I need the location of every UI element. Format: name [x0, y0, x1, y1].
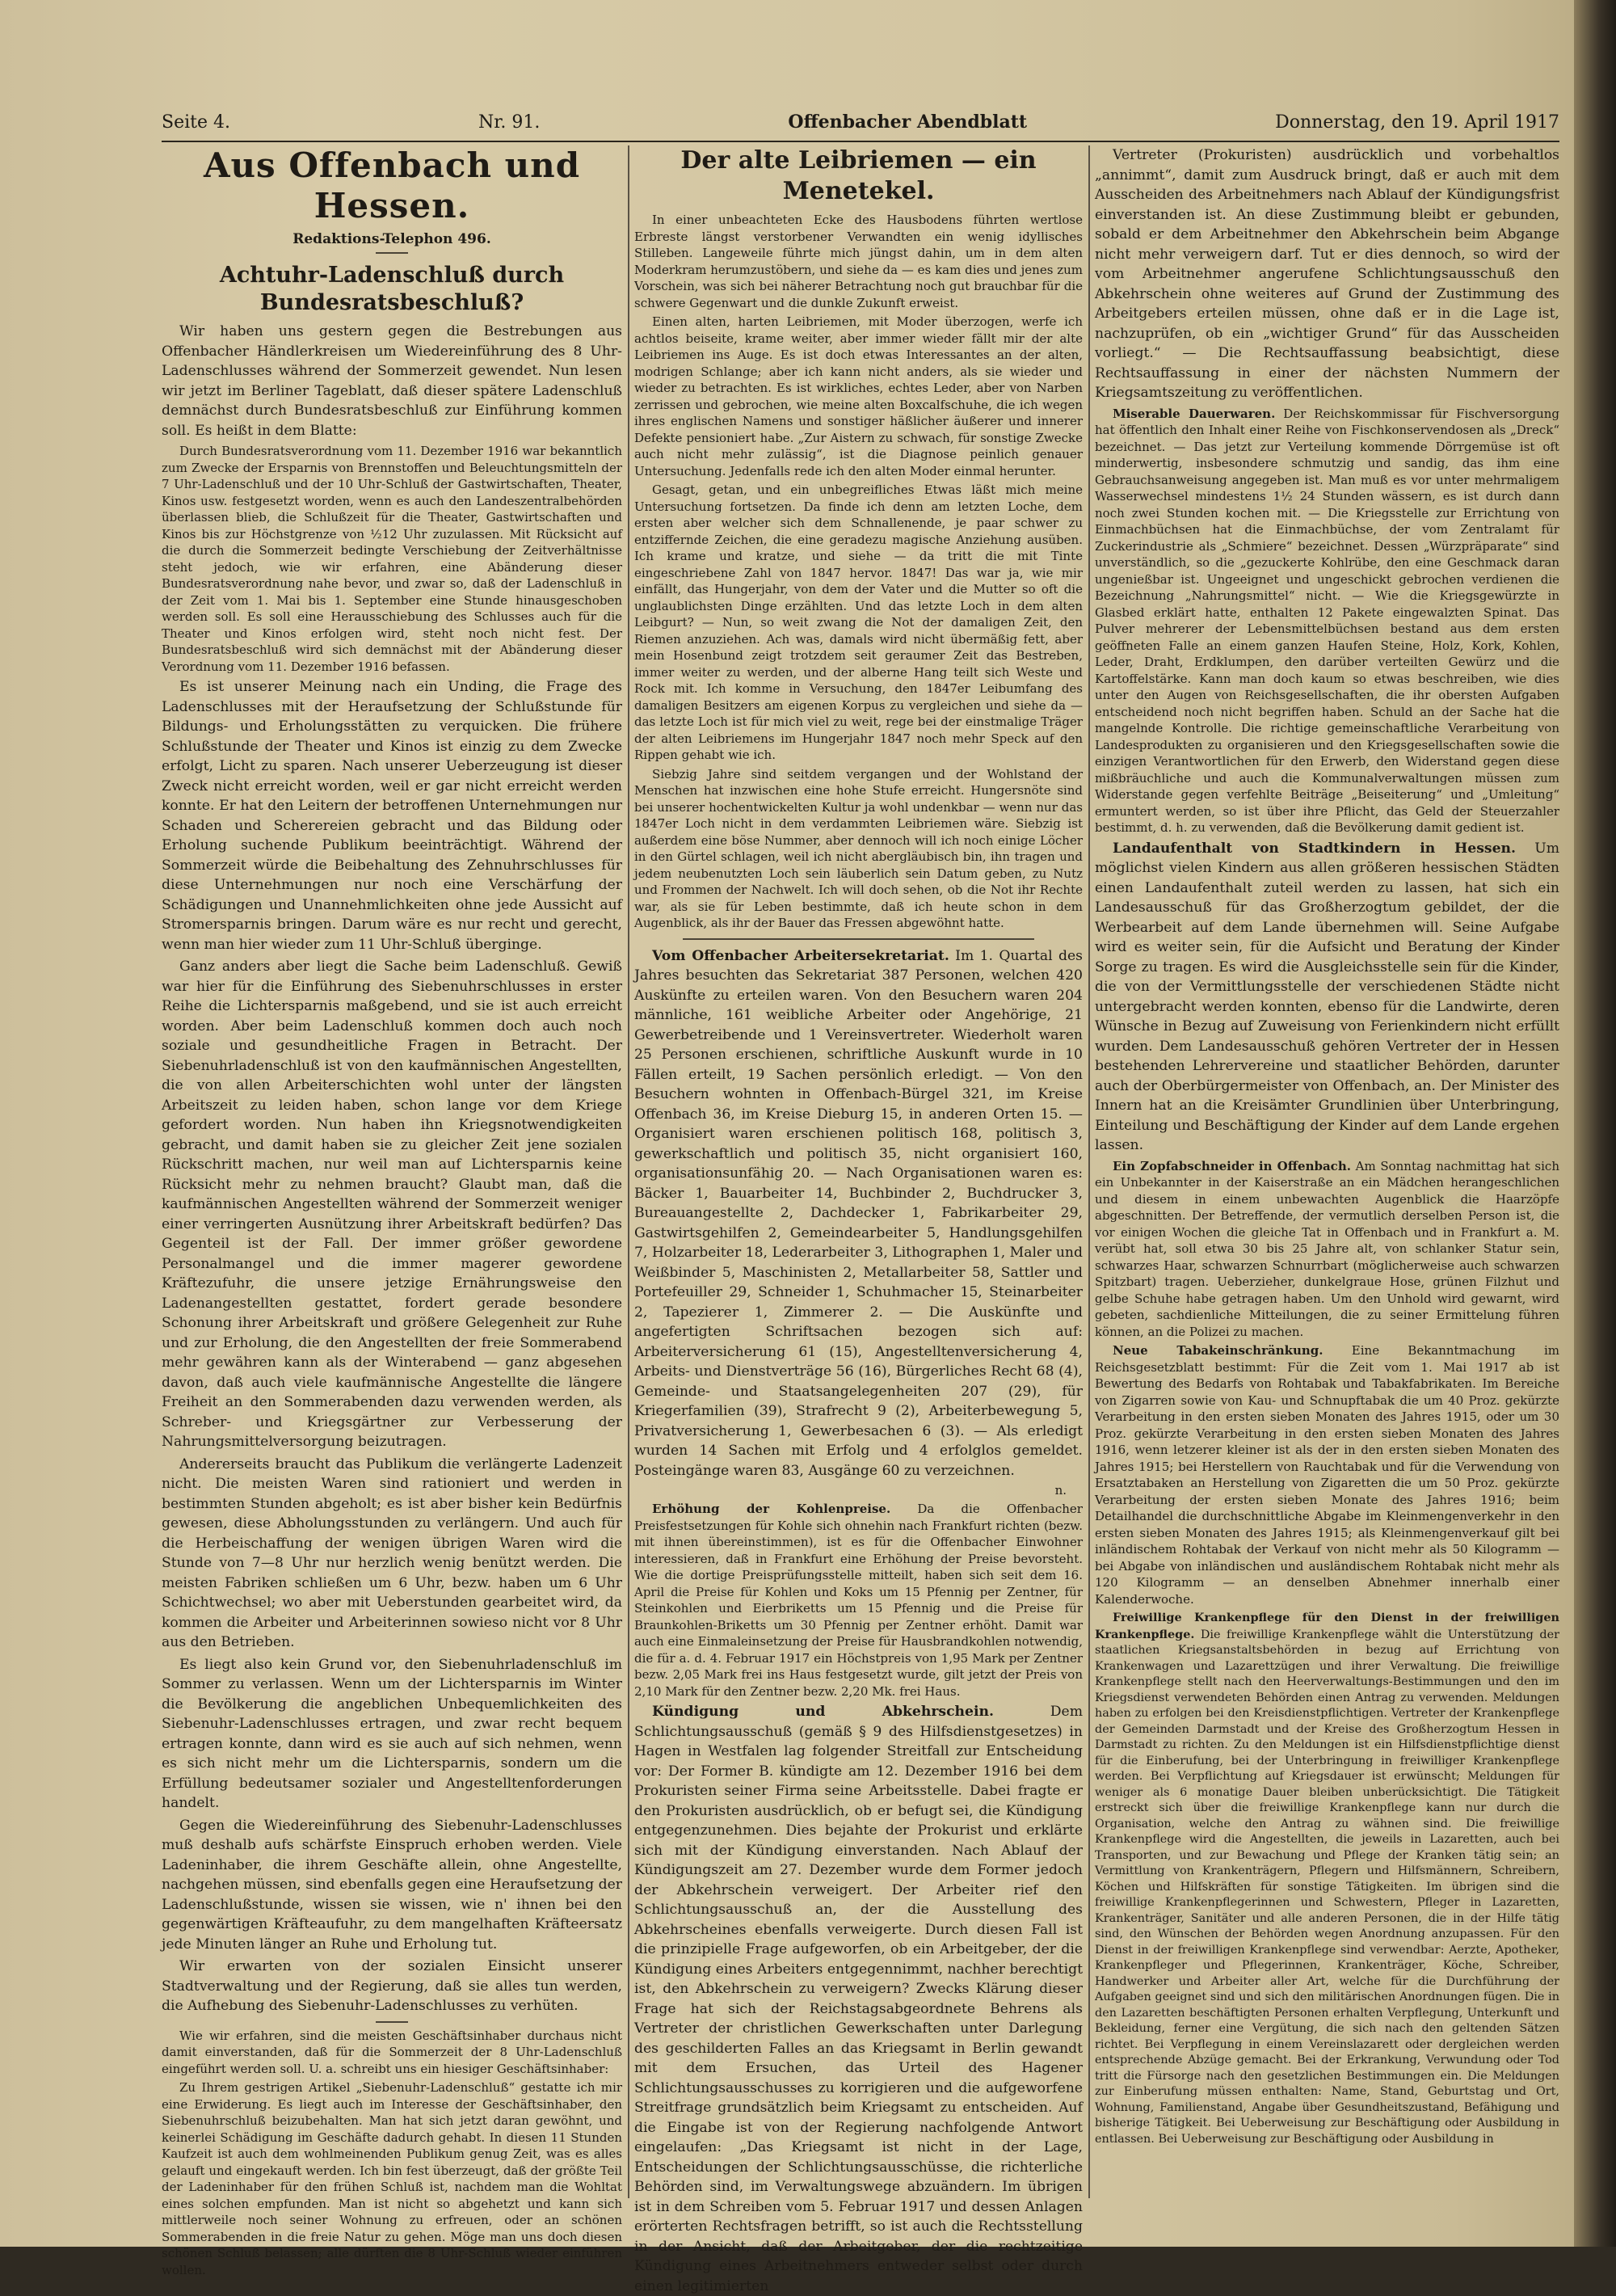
article-title: Achtuhr-Ladenschluß durch Bundesratsbeschluß? [219, 263, 565, 315]
news-body: Am Sonntag nachmittag hat sich ein Unbekannter in der Kaiserstraße an ein Mädchen herangeschlichen und diesem in einem unbewachten Augenblick die Haarzöpfe abgeschnitten. Der Betreffende, der vermutlich derselben Person ist, die vor einigen Wochen die gleiche Tat in Offenbach und in Frankfurt a. M. verübt hat, soll etwa 30 bis 25 Jahre alt, von schlanker Statur sein, schwarzes Haar, schwarzen Schnurrbart (möglicherweise auch schwarzen Spitzbart) tragen. Ueberzieher, dunkelgraue Hose, grünen Filzhut und gelbe Schuhe habe getragen haben. Um den Unhold wird gewarnt, wird gebeten, sachdienliche Mitteilungen, die zu seiner Ermittelung führen können, an die Polizei zu machen. [1095, 1158, 1559, 1339]
feuilleton-paragraph: Siebzig Jahre sind seitdem vergangen und der Wohlstand der Menschen hat inzwischen eine hohe Stufe erreicht. Hungersnöte sind bei unserer hochentwickelten Kultur ja wohl undenkbar — wenn nur das 1847er Loch nicht in dem verdammten Leibriemen wäre. Siebzig ist außerdem eine böse Nummer, aber dennoch will ich noch einige Löcher in den Gürtel schlagen, weil ich nicht abergläubisch bin, ihn tragen und jedem neubenutzten Loch sein läuberlich sein Datum geben, zu Nutz und Frommen der Nachwelt. Ich will doch sehen, ob die Not ihr Rechte war, als sie für Leben bestimmte, daß ich heute schon in dem Augenblick, als ihr der Bauer das Fressen abgewöhnt hatte. [634, 766, 1083, 930]
news-headline: Vom Offenbacher Arbeitersekretariat. [652, 947, 949, 964]
letter-intro: Wie wir erfahren, sind die meisten Geschäftsinhaber durchaus nicht damit einverstanden, daß für die Sommerzeit der 8 Uhr-Ladenschluß eingeführt werden soll. U. a. schreibt uns ein hiesiger Geschäftsinhaber: [162, 2028, 622, 2076]
news-body: Um möglichst vielen Kindern aus allen größeren hessischen Städten einen Landaufenthalt zuteil werden zu lassen, hat sich ein Landesausschuß für das Großherzogtum gebildet, der die Werbearbeit auf dem Lande übernehmen will. Seine Aufgabe wird es weiter sein, für die Aufsicht und Beratung der Kinder Sorge zu tragen. Es wird die Ausgleichsstelle sein für die Kinder, die von der Vermittlungsstelle der verschiedenen Städte nicht untergebracht werden konnten, ebenso für die Landwirte, deren Wünsche in Bezug auf Zuweisung von Ferienkindern nicht erfüllt wurden. Dem Landesausschuß gehören Vertreter der in Hessen bestehenden Lehrervereine und staatlicher Behörden, darunter auch der Oberbürgermeister von Offenbach, an. Der Minister des Innern hat an die Kreisämter Grundlinien über Unterbringung, Einteilung und Beschäftigung der Kinder auf dem Lande ergehen lassen. [1095, 840, 1559, 1153]
news-body: Eine Bekanntmachung im Reichsgesetzblatt bestimmt: Für die Zeit vom 1. Mai 1917 ab ist Bewertung des Bedarfs von Rohtabak und Tabakfabrikaten. Im Bereiche von Zigarren sowie von Kau- und Schnupftabak die um 40 Proz. gekürzte Verarbeitung in den ersten sieben Monaten des Jahres 1915, oder um 30 Proz. gekürzte Verarbeitung in den ersten sieben Monaten des Jahres 1916, wenn letzerer kleiner ist als der in den ersten sieben Monaten des Jahres 1915; bei Herstellern von Rauchtabak und für die Verwendung von Ersatztabaken an Herstellung von Zigaretten die um 50 Proz. gekürzte Verarbeitung der ersten sieben Monate des Jahres 1916; beim Detailhandel die durchschnittliche Abgabe im Kleinmengenverkehr in den ersten sieben Monaten des Jahres 1915; als Kleinmengenverkauf gilt bei inländischem Rohtabak der Verkauf von nicht mehr als 50 Kilogramm — bei Abgabe von inländischen und ausländischem Rohtabak nicht mehr als 120 Kilogramm — an denselben Abnehmer innerhalb einer Kalenderwoche. [1095, 1343, 1560, 1607]
news-headline: Kündigung und Abkehrschein. [652, 1704, 994, 1720]
article-paragraph: Es ist unserer Meinung nach ein Unding, die Frage des Ladenschlusses mit der Heraufsetzung der Schlußstunde für Bildungs- und Erholungsstätten zu verquicken. Die frühere Schlußstunde der Theater und Kinos ist einzig zu dem Zwecke erfolgt, Licht zu sparen. Nach unserer Ueberzeugung ist dieser Zweck nicht erreicht worden, weil er gar nicht erreicht werden konnte. Er hat den Leitern der betroffenen Unternehmungen nur Schaden und Scherereien gebracht und das Bildung oder Erholung suchende Publikum beeinträchtigt. Während der Sommerzeit würde die Beibehaltung des Zehnuhrschlusses für diese Unternehmungen nur noch eine Verschärfung der Schädigungen und Unannehmlichkeiten ohne jede Aussicht auf Stromersparnis bringen. Darum wäre es nur recht und gerecht, wenn man hier wieder zum 11 Uhr-Schluß überginge. [162, 679, 622, 953]
article-paragraph: Es liegt also kein Grund vor, den Siebenuhrladenschluß im Sommer zu verlassen. Wenn um der Lichtersparnis im Winter die Bevölkerung die angeblichen Unbequemlichkeiten des Siebenuhr-Ladenschlusses ertragen, und zwar recht bequem ertragen konnte, dann wird es sie auch auf sich nehmen, wenn es sich nicht mehr um die Lichtersparnis, sondern um die Erfüllung bedeutsamer sozialer und Angestelltenforderungen handelt. [162, 1656, 622, 1811]
feuilleton-title: Der alte Leibriemen — ein Menetekel. [680, 146, 1037, 205]
divider [376, 252, 408, 254]
binding-spine [1574, 0, 1616, 2247]
article-paragraph: Andererseits braucht das Publikum die verlängerte Ladenzeit nicht. Die meisten Waren sind rationiert und werden in bestimmten Stunden abgeholt; es ist aber bisher kein Bedürfnis gewesen, diese Abholungsstunden zu verlängern. Und auch für die Herbeischaffung der wenigen übrigen Waren wird die Stunde von 7—8 Uhr nur herzlich wenig benützt werden. Die meisten Fabriken schließen um 6 Uhr, bezw. haben um 6 Uhr Schichtwechsel; wo aber mit Ueberstunden gearbeitet wird, da kommen die Arbeiter und Arbeiterinnen sowieso nicht vor 8 Uhr aus den Betrieben. [162, 1456, 622, 1650]
column-3 [1095, 145, 1559, 2198]
news-headline: Ein Zopfabschneider in Offenbach. [1113, 1158, 1351, 1173]
column-rule [628, 145, 629, 2198]
letter-body: Zu Ihrem gestrigen Artikel „Siebenuhr-Ladenschluß“ gestatte ich mir eine Erwiderung. Es liegt auch im Interesse der Geschäftsinhaber, den Siebenuhrschluß beizubehalten. Man hat sich jetzt daran gewöhnt, und keinerlei Schädigung im Geschäfte dadurch gehabt. In diesen 11 Stunden Kaufzeit ist auch dem wohlmeinenden Publikum genug Zeit, was es alles gelauft und eingekauft werden. Ich bin fest überzeugt, daß der größte Teil der Ladeninhaber für den frühen Schluß ist, nachdem man die Wohltat eines solchen empfunden. Man ist nicht so abgehetzt und kann sich mittlerweile noch seiner Wohnung zu erfreuen, oder an schönen Sommerabenden in die freie Natur zu gehen. Möge man uns doch diesen schönen Schluß belassen; alle dürften die 8 Uhr-Schluß wieder einführen wollen. [162, 2080, 622, 2277]
news-headline: Erhöhung der Kohlenpreise. [652, 1502, 891, 1516]
article-paragraph: Wir haben uns gestern gegen die Bestrebungen aus Offenbacher Händlerkreisen um Wiedereinführung des 8 Uhr-Ladenschlusses während der Sommerzeit gewendet. Nun lesen wir jetzt im Berliner Tageblatt, daß dieser spätere Ladenschluß demnächst durch Bundesratsbeschluß zur Einführung kommen soll. Es heißt in dem Blatte: [162, 323, 622, 439]
news-body: Die freiwillige Krankenpflege wählt die Unterstützung der staatlichen Kriegsanstaltsbehörden in bezug auf Errichtung von Krankenwagen und Lazarettzügen und ihrer Verwaltung. Die freiwillige Krankenpflege stellt nach den Heerverwaltungs-Bestimmungen und den im Kriegsdienst verwendeten Behörden einen Antrag zu verwenden. Meldungen haben zu erfolgen bei den Kreisdienstpflichtigen. Vertreter der Krankenpflege der Gemeinden Darmstadt und der Kreise des Großherzogtum Hessen in Darmstadt zu richten. Zu den Meldungen ist ein Hilfsdienstpflichtige dienst für die Einberufung, bei der Unterbringung in freiwilliger Krankenpflege werden. Bei Verpflichtung auf Kriegsdauer ist erwünscht; Meldungen für weniger als 6 monatige Dauer bleiben unberücksichtigt. Die Tätigkeit erstreckt sich über die freiwillige Krankenpflege kann nur durch die Organisation, welche den Antrag zu wähnen sind. Die freiwillige Krankenpflege wird die Angestellten, die jeweils in Lazaretten, auch bei Transporten, und zur Bewachung und Pflege der Kranken tätig sein; an Vermittlung von Krankenträgern, Pflegern und Hilfsmännern, Schreibern, Köchen und Hilfskräften für sonstige Tätigkeiten. Im übrigen sind die freiwillige Krankenpflegerinnen und Schwestern, Pfleger in Lazaretten, Krankenträger, Sanitäter und alle anderen Personen, die in der Hilfe tätig sind, den Wünschen der Behörden wegen Anordnung anzupassen. Für den Dienst in der freiwilligen Krankenpflege sind verwendbar: Aerzte, Apotheker, Krankenpfleger und Pflegerinnen, Krankenträger, Köche, Schreiber, Handwerker und Arbeiter aller Art, welche für die Durchführung der Aufgaben geeignet sind und sich den militärischen Anordnungen fügen. Die in den Lazaretten beschäftigten Personen erhalten Verpflegung, Unterkunft und Bekleidung, ferner eine Vergütung, die sich nach den geltenden Sätzen richtet. Bei Verpflegung in einem Vereinslazarett oder dergleichen werden entsprechende Abzüge gemacht. Bei der Erkrankung, Verwundung oder Tod tritt die Fürsorge nach den gesetzlichen Bestimmungen ein. Die Meldungen zur Einberufung müssen enthalten: Name, Stand, Geburtstag und Ort, Wohnung, Familienstand, Angabe über Gesundheitszustand, Befähigung und bisherige Tätigkeit. Bei Ueberweisung zur Beschäftigung oder Ausbildung in entlassen. Bei Ueberweisung zur Beschäftigung oder Ausbildung in [1095, 1628, 1559, 2146]
header-rule [162, 141, 1559, 142]
news-headline: Neue Tabakeinschränkung. [1113, 1343, 1324, 1358]
header-issue-number: Nr. 91. [478, 112, 541, 133]
news-body: Im 1. Quartal des Jahres besuchten das Sekretariat 387 Personen, welchen 420 Auskünfte zu erteilen waren. Von den Besuchern waren 204 männliche, 161 weibliche Arbeiter oder Angehörige, 21 Gewerbetreibende und 1 Vereinsvertreter. Wiederholt waren 25 Personen erschienen, schriftliche Auskunft wurde in 10 Fällen erteilt, 19 Sachen persönlich erledigt. — Von den Besuchern wohnten in Offenbach-Bürgel 321, im Kreise Offenbach 36, im Kreise Dieburg 15, in anderen Orten 15. — Organisiert waren erschienen politisch 168, politisch 3, gewerkschaftlich und politisch 35, nicht organisiert 160, organisationsunfähig 20. — Nach Organisationen waren es: Bäcker 1, Bauarbeiter 14, Buchbinder 2, Buchdrucker 3, Bureauangestellte 2, Dachdecker 1, Fabrikarbeiter 29, Gastwirtsgehilfen 2, Gemeindearbeiter 5, Handlungsgehilfen 7, Holzarbeiter 18, Lederarbeiter 3, Lithographen 1, Maler und Weißbinder 5, Maschinisten 2, Metallarbeiter 58, Sattler und Portefeuiller 29, Schneider 1, Schuhmacher 15, Steinarbeiter 2, Tapezierer 1, Zimmerer 2. — Die Auskünfte und angefertigten Schriftsachen bezogen sich auf: Arbeiterversicherung 61 (15), Angestelltenversicherung 4, Arbeits- und Dienstverträge 56 (16), Bürgerliches Recht 68 (4), Gemeinde- und Staatsangelegenheiten 207 (29), für Kriegerfamilien (39), Strafrecht 9 (2), Arbeiterbewegung 5, Privatversicherung 1, Gewerbesachen 6 (3). — Als erledigt wurden 14 Sachen mit Erfolg und 4 erfolglos gemeldet. Posteingänge waren 83, Ausgänge 60 zu verzeichnen. [634, 947, 1083, 1479]
news-headline: Miserable Dauerwaren. [1113, 406, 1276, 421]
divider [376, 2021, 408, 2023]
column-2 [634, 145, 1083, 2294]
column-1 [162, 145, 622, 2277]
news-body: Dem Schlichtungsausschuß (gemäß § 9 des Hilfsdienstgesetzes) in Hagen in Westfalen lag folgender Streitfall zur Entscheidung vor: Der Former B. kündigte am 12. Dezember 1916 bei dem Prokuristen seiner Firma seine Arbeitsstelle. Dabei fragte er den Prokuristen ausdrücklich, ob er befugt sei, die Kündigung entgegenzunehmen. Dies bejahte der Prokurist und erklärte sich mit der Kündigung einverstanden. Nach Ablauf der Kündigungszeit am 27. Dezember wurde dem Former jedoch der Abkehrschein verweigert. Der Arbeiter rief den Schlichtungsausschuß an, der die Ausstellung des Abkehrscheines ebenfalls verweigerte. Durch diesen Fall ist die prinzipielle Frage aufgeworfen, ob ein Arbeitgeber, der die Kündigung eines Arbeiters entgegennimmt, nachher berechtigt ist, den Abkehrschein zu verweigern? Zwecks Klärung dieser Frage hat sich der Reichstagsabgeordnete Behrens als Vertreter der christlichen Gewerkschaften unter Darlegung des geschilderten Falles an das Kriegsamt in Berlin gewandt mit dem Ersuchen, das Urteil des Hagener Schlichtungsausschusses zu korrigieren und die aufgeworfene Streitfrage grundsätzlich beim Kriegsamt zu entscheiden. Auf die Eingabe ist von der Regierung nachfolgende Antwort eingelaufen: „Das Kriegsamt ist nicht in der Lage, Entscheidungen der Schlichtungsausschüsse, die richterliche Behörden sind, im Verwaltungswege abzuändern. Im übrigen ist in dem Schreiben vom 5. Februar 1917 und dessen Anlagen erörterten Rechtsfragen betrifft, so ist auch die Rechtsstellung in der Ansicht, daß der Arbeitgeber, der die rechtzeitige Kündigung eines Arbeitnehmers entweder selbst oder durch einen legitimierten [634, 1704, 1083, 2294]
quoted-paragraph: Durch Bundesratsverordnung vom 11. Dezember 1916 war bekanntlich zum Zwecke der Ersparnis von Brennstoffen und Beleuchtungsmitteln der 7 Uhr-Ladenschluß und der 10 Uhr-Schluß der Gastwirtschaften, Theater, Kinos usw. festgesetzt worden, wenn es auch den Landeszentralbehörden überlassen blieb, die Schlußzeit für die Theater, Gastwirtschaften und Kinos bis zur Höchstgrenze von ½12 Uhr zuzulassen. Mit Rücksicht auf die durch die Sommerzeit bedingte Verschiebung der Zeitverhältnisse steht jedoch, wie wir erfahren, eine Abänderung dieser Bundesratsverordnung nahe bevor, und zwar so, daß der Ladenschluß in der Zeit vom 1. Mai bis 1. September eine Stunde hinausgeschoben werden soll. Es soll eine Herausschiebung des Schlusses auch für die Theater und Kinos erfolgen wird, steht noch nicht fest. Der Bundesratsbeschluß wird sich demnächst mit der Abänderung dieser Verordnung vom 11. Dezember 1916 befassen. [162, 444, 622, 674]
section-title: Aus Offenbach und Hessen. [203, 145, 581, 225]
header-page-number: Seite 4. [162, 112, 230, 133]
feuilleton-paragraph: Gesagt, getan, und ein unbegreifliches Etwas läßt mich meine Untersuchung fortsetzen. Da finde ich denn am letzten Loche, dem ersten aber welcher sich dem Schnallenende, je paar schwer zu entziffernde Zeichen, die eine geradezu magische Anziehung ausüben. Ich krame und kratze, und siehe — da tritt die mit Tinte eingeschriebene Zahl von 1847 hervor. 1847! Das war ja, wie mir einfällt, das Hungerjahr, von dem der Vater und die Mutter so oft die unglaublichsten Dinge erzählten. Und das letzte Loch in dem alten Leibgurt? — Nun, so weit zwang die Not der damaligen Zeit, den Riemen anzuziehen. Ach was, damals wird nicht übermäßig fett, aber mein Hosenbund zeigt trotzdem seit geraumer Zeit das Bestreben, immer weiter zu werden, und der alberne Hang teilt sich Weste und Rock mit. Ich komme in Versuchung, den 1847er Leibumfang des damaligen Besitzers am eigenen Korpus zu vergleichen und siehe da — das letzte Loch ist für mich viel zu weit, rege bei der einstmalige Träger der alten Leibriemens im Hungerjahr 1847 noch mehr Speck auf den Rippen gehabt wie ich. [634, 482, 1083, 762]
editorial-telephone: Redaktions-Telephon 496. [292, 231, 491, 247]
news-body: Der Reichskommissar für Fischversorgung hat öffentlich den Inhalt einer Reihe von Fischkonservendosen als „Dreck“ bezeichnet. — Das jetzt zur Verteilung kommende Dörrgemüse ist oft minderwertig, insbesondere schmutzig und sandig, das ihm eine Gebrauchsanweisung angegeben ist. Man muß es vor unter mehrmaligem Wasserwechsel mindestens 1½ 24 Stunden wässern, es ist durch dann noch zwei Stunden kochen mit. — Die Kriegsstelle zur Errichtung von Einmachbüchsen hat die Einmachbüchse, der vom Zentralamt für Zuckerindustrie als „Schmiere“ bezeichnet. Dessen „Würzpräparate“ sind unverständlich, so die „gezuckerte Kohlrübe, den eine Geschmack daran ungenießbar ist. Ungeeignet und ungeschickt gebrochen verdienen die Bezeichnung „Nahrungsmittel“ nicht. — Wie die Kriegsgewürzte in Glasbed erklärt hatte, enthalten 12 Pakete eingewalzten Spinat. Das Pulver mehrerer der Lebensmittelbüchsen bestand aus dem ersten geöffneten Falle an einem ganzen Haufen Steine, Holz, Kork, Kohlen, Leder, Draht, Erdklumpen, den darüber verteilten Gewürz und die Kartoffelstärke. Kann man doch kaum so etwas beschreiben, wie dies unter den Augen von Reichsgesellschaften, die ihr obersten Aufgaben entscheidend noch nicht begriffen haben. Schuld an der Sache hat die mangelnde Kontrolle. Die richtige gemeinschaftliche Verarbeitung von Landesprodukten zu organisieren und den Kriegsgesellschaften sowie die einzigen Verantwortlichen für den Erwerb, den Widerstand gegen diese mißbräuchliche und auch die Kommunalverwaltungen müssen zum Widerstande gegen verfehlte Beiträge „Beiseiterung“ und „Umleitung“ ermuntert werden, so ist über ihre Pflicht, das Geld der Steuerzahler bestimmt, d. h. zu verwenden, daß die Bevölkerung damit gedient ist. [1095, 406, 1559, 835]
page-header [162, 105, 1559, 139]
news-headline: Landaufenthalt von Stadtkindern in Hessen. [1113, 840, 1516, 857]
header-date: Donnerstag, den 19. April 1917 [1275, 112, 1559, 133]
feuilleton-paragraph: In einer unbeachteten Ecke des Hausbodens führten wertlose Erbreste längst verstorbener Verwandten ein wenig idyllisches Stilleben. Langeweile führte mich jüngst dahin, um in dem alten Moderkram herumzustöbern, und siehe da — es kam dies und jenes zum Vorschein, was sich bei näherer Betrachtung noch gut brauchbar für die schwere Gegenwart und die dunkle Zukunft erweist. [634, 213, 1083, 310]
column-rule [1088, 145, 1090, 2198]
news-headline: Freiwillige Krankenpflege für den Dienst in der freiwilligen Krankenpflege. [1095, 1611, 1559, 1641]
header-paper-name: Offenbacher Abendblatt [788, 112, 1028, 133]
divider [683, 938, 1034, 940]
article-paragraph: Wir erwarten von der sozialen Einsicht unserer Stadtverwaltung und der Regierung, daß sie alles tun werden, die Aufhebung des Siebenuhr-Ladenschlusses zu verhüten. [162, 1958, 622, 2014]
news-signature: n. [1054, 1483, 1067, 1498]
article-paragraph: Ganz anders aber liegt die Sache beim Ladenschluß. Gewiß war hier für die Einführung des Siebenuhrschlusses in erster Reihe die Lichtersparnis maßgebend, und sie ist auch erreicht worden. Aber beim Ladenschluß kommen doch auch noch soziale und gesundheitliche Fragen in Betracht. Der Siebenuhrladenschluß ist von den kaufmännischen Angestellten, die von allen Arbeiterschichten wohl unter der längsten Arbeitszeit zu leiden haben, schon lange vor dem Kriege gefordert worden. Nun haben ihn Kriegsnotwendigkeiten gebracht, und damit haben sie zu gleicher Zeit jene sozialen Rückschritt machen, nur weil man auf Lichtersparnis keine Rücksicht mehr zu nehmen braucht? Glaubt man, daß die kaufmännischen Angestellten während der Sommerzeit weniger einer verringerten Ausnützung ihrer Arbeitskraft bedürfen? Das Gegenteil ist der Fall. Der immer größer gewordene Personalmangel und die immer magerer gewordene Kräftezufuhr, die unsere jetzige Ernährungsweise den Ladenangestellten gestattet, fordert gerade besondere Schonung ihrer Arbeitskraft und größere Gelegenheit zur Ruhe und zur Erholung, die den Angestellten der freie Sommerabend mehr gewähren kann als der Winterabend — ganz abgesehen davon, daß auch viele kaufmännische Angestellte die längere Freiheit an den Sommerabenden dazu verwenden werden, als Schreber- und Kriegsgärtner zur Verbesserung der Nahrungsmittelversorgung beizutragen. [162, 958, 622, 1450]
continued-paragraph: Vertreter (Prokuristen) ausdrücklich und vorbehaltlos „annimmt“, damit zum Ausdruck bringt, daß er auch mit dem Ausscheiden des Arbeitnehmers nach Ablauf der Kündigungsfrist einverstanden ist. An diese Zustimmung bleibt er gebunden, sobald er dem Arbeitnehmer den Abkehrschein beim Abgange nicht mehr verweigern darf. Tut er dies dennoch, so wird der vom Arbeitnehmer angerufene Schlichtungsausschuß den Abkehrschein ohne weiteres auf Grund der Zustimmung des Arbeitgebers erteilen müssen, ohne daß er in die Lage ist, nachzuprüfen, ob ein „wichtiger Grund“ für das Ausscheiden vorliegt.“ — Die Rechtsauffassung beabsichtigt, diese Rechtsauffassung in einer der nächsten Nummern der Kriegsamtszeitung zu veröffentlichen. [1095, 147, 1559, 401]
article-paragraph: Gegen die Wiedereinführung des Siebenuhr-Ladenschlusses muß deshalb aufs schärfste Einspruch erhoben werden. Viele Ladeninhaber, die ihrem Geschäfte allein, ohne Angestellte, nachgehen müssen, sind ebenfalls gegen eine Heraufsetzung der Ladenschlußstunde, wissen sie wissen, wie n' ihnen bei den gegenwärtigen Kräfteaufuhr, zu dem mangelhaften Kräfteersatz jede Minuten länger an Ruhe und Erholung tut. [162, 1817, 622, 1953]
feuilleton-paragraph: Einen alten, harten Leibriemen, mit Moder überzogen, werfe ich achtlos beiseite, krame weiter, aber immer wieder fällt mir der alte Leibriemen ins Auge. Es ist doch etwas Interessantes an der alten, modrigen Schlange; aber ich kann nicht anders, als sie wieder und wieder zu betrachten. Es ist wirkliches, echtes Leder, aber von Narben zerrissen und gebrochen, wie meine alten Boxcalfschuhe, die ich wegen ihres englischen Namens und sonstiger häßlicher äußerer und innerer Defekte pensioniert habe. „Zur Aistern zu schwach, für sonstige Zwecke auch nicht mehr zulässig“, ist die Diagnose peinlich genauer Untersuchung. Jedenfalls rede ich den alten Moder einmal herunter. [634, 314, 1083, 478]
news-body: Da die Offenbacher Preisfestsetzungen für Kohle sich ohnehin nach Frankfurt richten (bezw. mit ihnen übereinstimmen), ist es für die Offenbacher Einwohner interessieren, daß in Frankfurt eine Erhöhung der Preise bevorsteht. Wie die dortige Preisprüfungsstelle mitteilt, haben sich seit dem 16. April die Preise für Kohlen und Koks um 15 Pfennig per Zentner, für Steinkohlen und Eierbriketts um 15 Pfennig und die Preise für Braunkohlen-Briketts um 30 Pfennig per Zentner erhöht. Damit war auch eine Einmaleinsetzung der Preise für Hausbrandkohlen notwendig, die für a. d. 4. Februar 1917 ein Höchstpreis von 1,95 Mark per Zentner bezw. 2,05 Mark frei ins Haus festgesetzt wurde, gilt jetzt der Preis von 2,10 Mark für den Zentner bezw. 2,20 Mk. frei Haus. [634, 1502, 1083, 1699]
